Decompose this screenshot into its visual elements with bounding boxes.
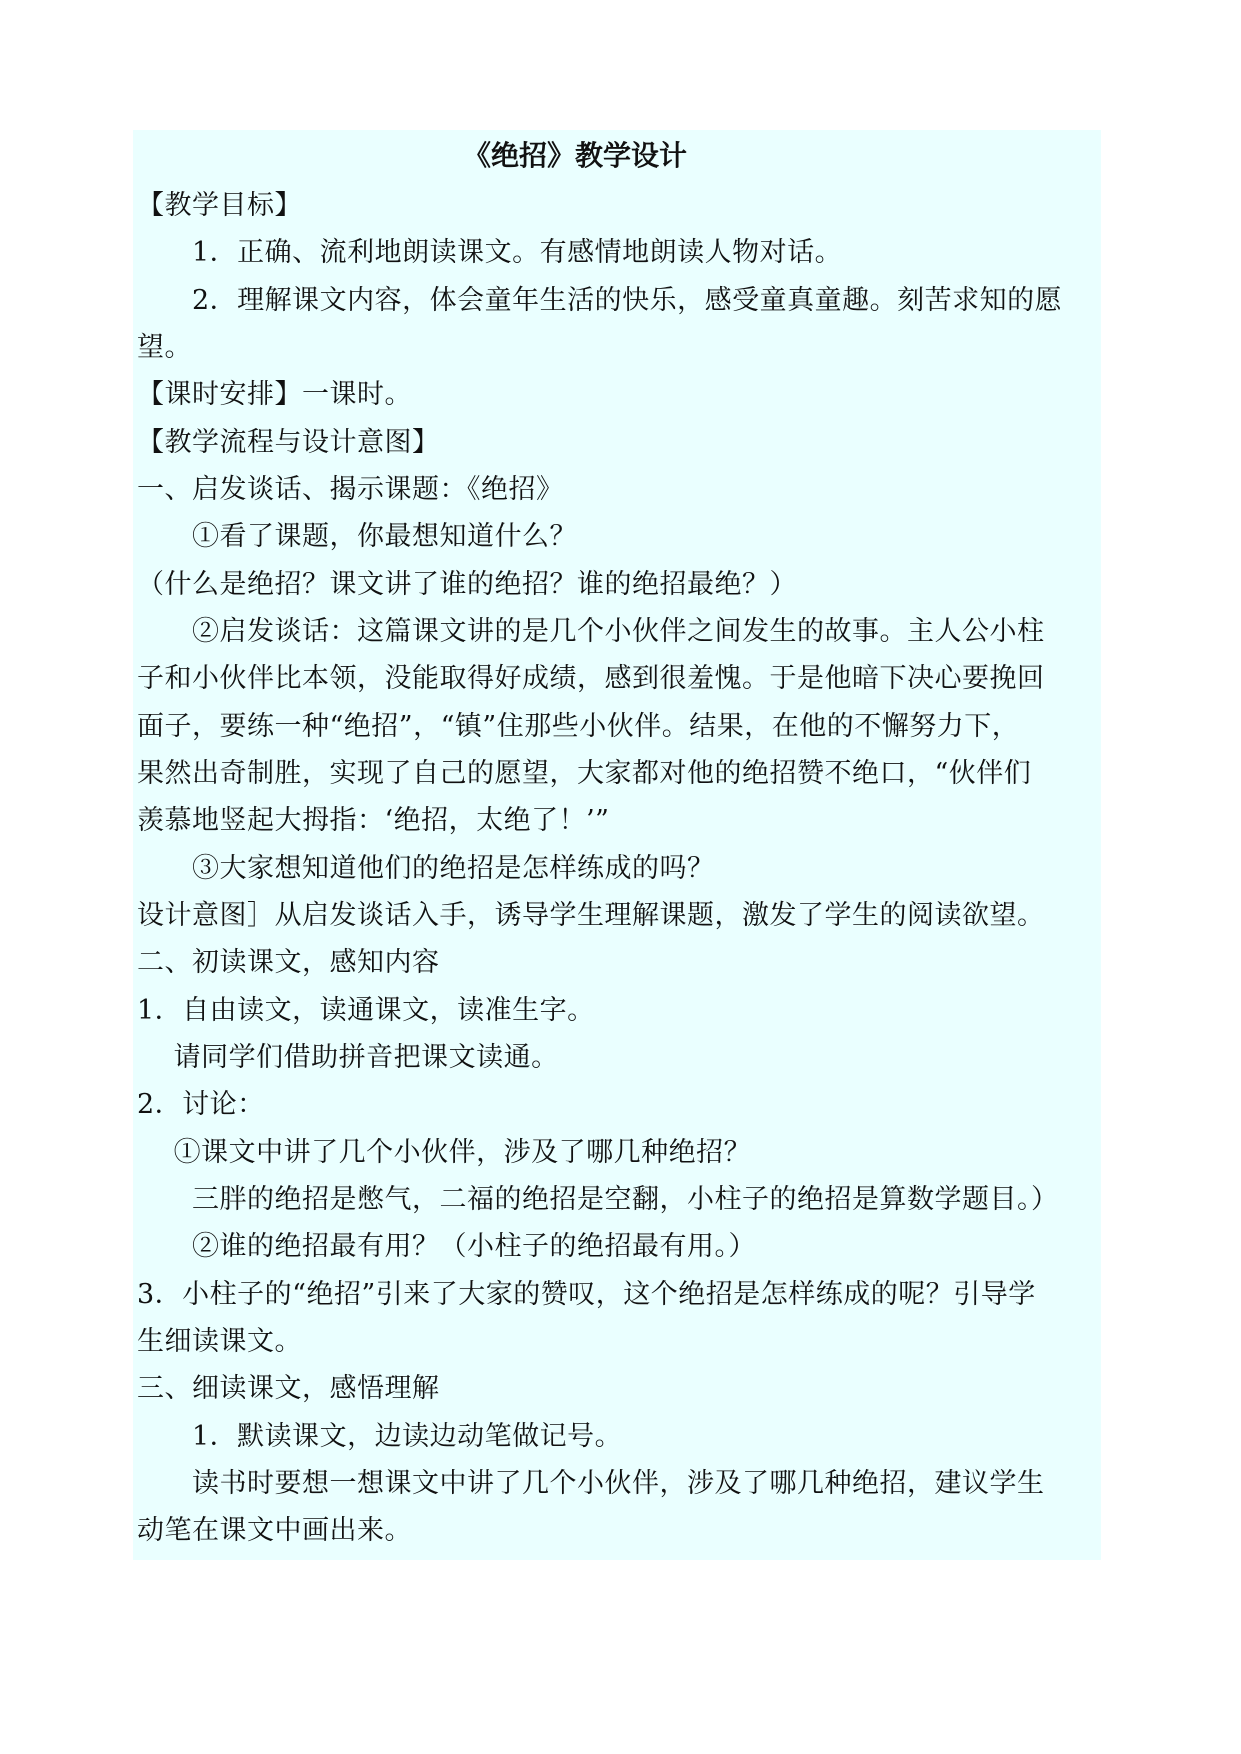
text-line-17: 二、初读课文，感知内容 xyxy=(137,947,440,978)
text-line-16: 设计意图］从启发谈话入手，诱导学生理解课题，激发了学生的阅读欲望。 xyxy=(137,900,1045,931)
text-line-3: 2．理解课文内容，体会童年生活的快乐，感受童真童趣。刻苦求知的愿 xyxy=(137,285,1063,316)
text-line-11: 子和小伙伴比本领，没能取得好成绩，感到很羞愧。于是他暗下决心要挽回 xyxy=(137,663,1045,694)
text-line-15: ③大家想知道他们的绝招是怎样练成的吗？ xyxy=(137,853,715,884)
text-line-5: 【课时安排】一课时。 xyxy=(137,379,412,410)
text-line-21: ①课文中讲了几个小伙伴，涉及了哪几种绝招？ xyxy=(137,1137,752,1168)
text-line-29: 动笔在课文中画出来。 xyxy=(137,1515,412,1546)
text-line-27: 1．默读课文，边读边动笔做记号。 xyxy=(137,1421,623,1452)
text-line-1: 【教学目标】 xyxy=(137,190,302,221)
text-line-10: ②启发谈话：这篇课文讲的是几个小伙伴之间发生的故事。主人公小柱 xyxy=(137,616,1045,647)
text-line-23: ②谁的绝招最有用？（小柱子的绝招最有用。） xyxy=(137,1231,756,1262)
text-line-19: 请同学们借助拼音把课文读通。 xyxy=(137,1042,559,1073)
text-line-13: 果然出奇制胜，实现了自己的愿望，大家都对他的绝招赞不绝口，“伙伴们 xyxy=(137,758,1032,789)
text-line-20: 2．讨论： xyxy=(137,1089,265,1120)
text-line-4: 望。 xyxy=(137,332,192,363)
text-line-2: 1．正确、流利地朗读课文。有感情地朗读人物对话。 xyxy=(137,237,843,268)
text-line-18: 1．自由读文，读通课文，读准生字。 xyxy=(137,995,595,1026)
text-line-8: ①看了课题，你最想知道什么？ xyxy=(137,521,577,552)
text-line-12: 面子，要练一种“绝招”，“镇”住那些小伙伴。结果，在他的不懈努力下， xyxy=(137,711,1020,742)
document-title: 《绝招》教学设计 xyxy=(462,139,687,172)
text-line-24: 3．小柱子的“绝招”引来了大家的赞叹，这个绝招是怎样练成的呢？引导学 xyxy=(137,1279,1036,1310)
text-line-26: 三、细读课文，感悟理解 xyxy=(137,1373,440,1404)
text-line-25: 生细读课文。 xyxy=(137,1326,302,1357)
text-line-22: 三胖的绝招是憋气，二福的绝招是空翻，小柱子的绝招是算数学题目。） xyxy=(137,1184,1059,1215)
text-line-9: （什么是绝招？课文讲了谁的绝招？谁的绝招最绝？） xyxy=(137,569,797,600)
text-line-28: 读书时要想一想课文中讲了几个小伙伴，涉及了哪几种绝招，建议学生 xyxy=(137,1468,1045,1499)
text-line-6: 【教学流程与设计意图】 xyxy=(137,427,440,458)
text-line-7: 一、启发谈话、揭示课题：《绝招》 xyxy=(137,474,564,505)
text-line-14: 羡慕地竖起大拇指：‘绝招，太绝了！’” xyxy=(137,805,610,836)
